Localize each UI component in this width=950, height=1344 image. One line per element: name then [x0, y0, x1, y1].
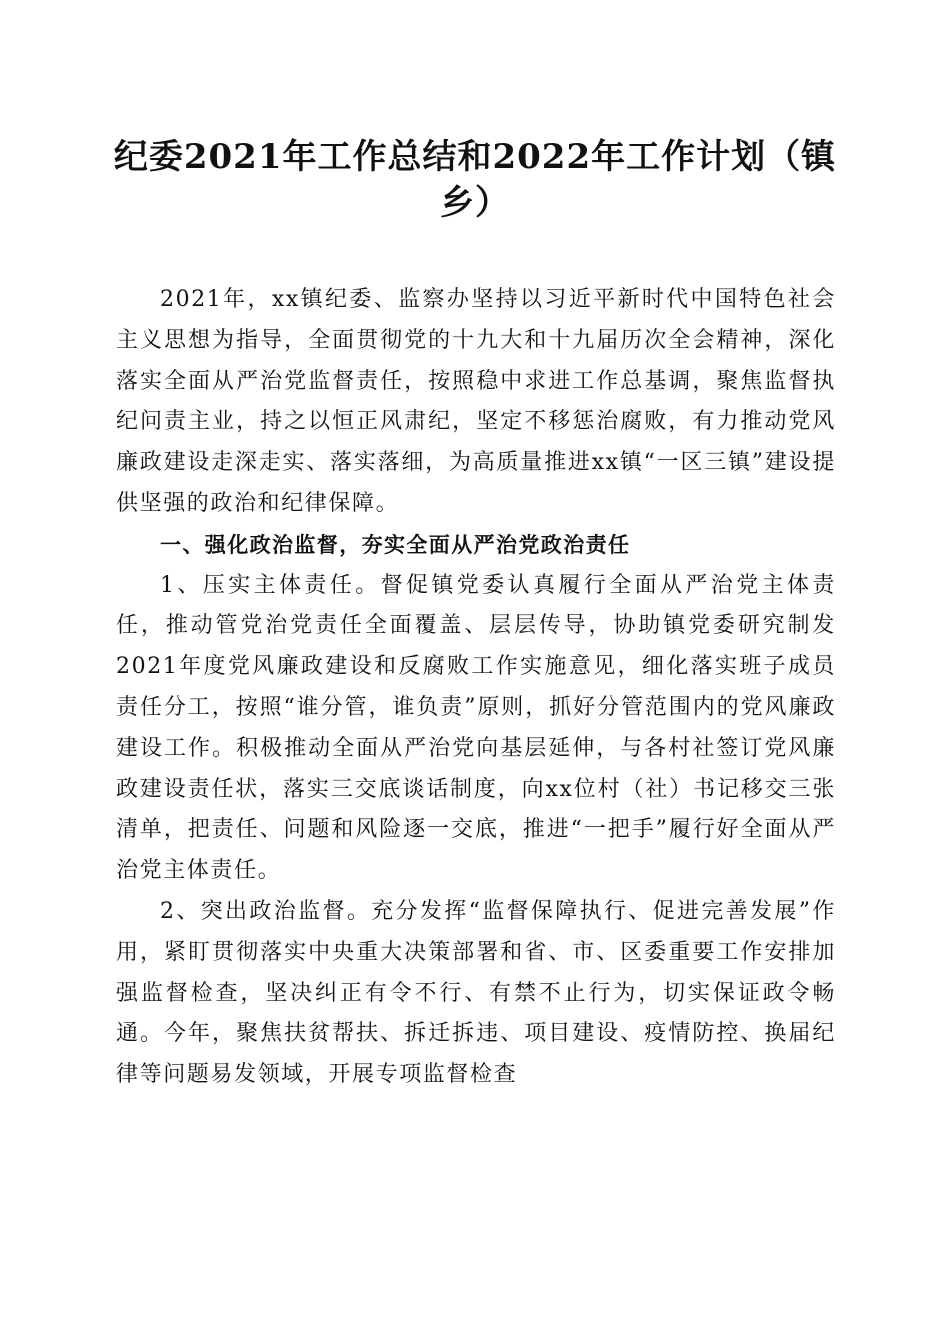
document-title: 纪委2021年工作总结和2022年工作计划（镇乡） — [113, 137, 837, 223]
item-paragraph-1: 1、压实主体责任。督促镇党委认真履行全面从严治党主体责任，推动管党治党责任全面覆盖、层层传导，协助镇党委研究制发2021年度党风廉政建设和反腐败工作实施意见，细化落实班子成员责任分工，按照“谁分管，谁负责”原则，抓好分管范围内的党风廉政建设工作。积极推动全面从严治党向基层延伸，与各村社签订党风廉政建设责任状，落实三交底谈话制度，向xx位村（社）书记移交三张清单，把责任、问题和风险逐一交底，推进“一把手”履行好全面从严治党主体责任。 — [116, 572, 836, 884]
document-body — [116, 280, 836, 1096]
item-paragraph-2: 2、突出政治监督。充分发挥“监督保障执行、促进完善发展”作用，紧盯贯彻落实中央重大决策部署和省、市、区委重要工作安排加强监督检查，坚决纠正有令不行、有禁不止行为，切实保证政令畅通。今年，聚焦扶贫帮扶、拆迁拆违、项目建设、疫情防控、换届纪律等问题易发领域，开展专项监督检查 — [116, 898, 836, 1088]
section-heading: 一、强化政治监督，夯实全面从严治党政治责任 — [160, 532, 631, 557]
intro-paragraph: 2021年，xx镇纪委、监察办坚持以习近平新时代中国特色社会主义思想为指导，全面贯彻党的十九大和十九届历次全会精神，深化落实全面从严治党监督责任，按照稳中求进工作总基调，聚焦监督执纪问责主业，持之以恒正风肃纪，坚定不移惩治腐败，有力推动党风廉政建设走深走实、落实落细，为高质量推进xx镇“一区三镇”建设提供坚强的政治和纪律保障。 — [116, 287, 836, 516]
